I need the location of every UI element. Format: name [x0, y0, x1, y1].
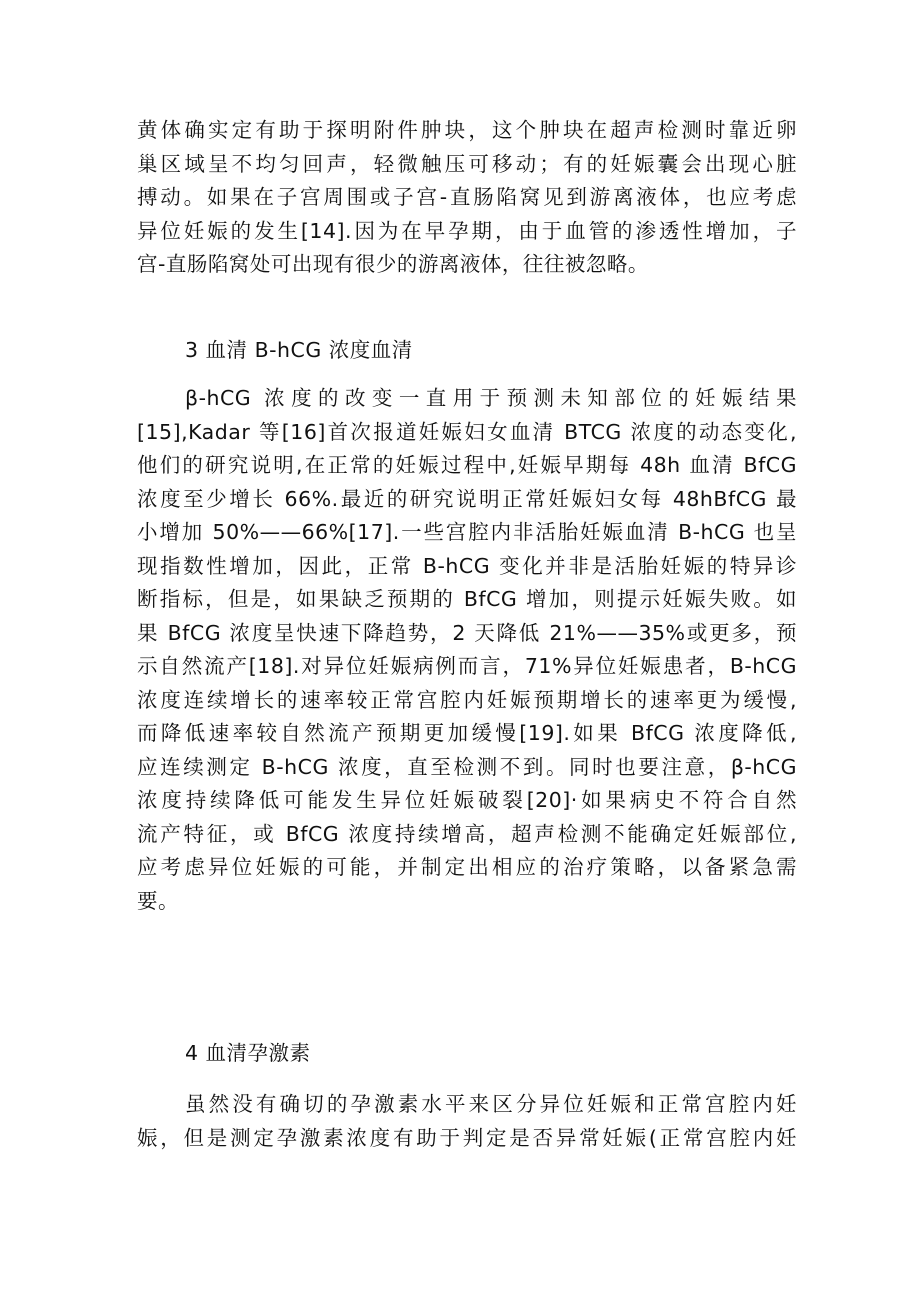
text-line: 黄体确实定有助于探明附件肿块，这个肿块在超声检测时靠近卵	[137, 118, 797, 142]
text-line: 断指标，但是，如果缺乏预期的 BfCG 增加，则提示妊娠失败。如	[137, 587, 797, 611]
text-line: 浓度至少增长 66%.最近的研究说明正常妊娠妇女每 48hBfCG 最	[137, 486, 797, 511]
text-line: 浓度持续降低可能发生异位妊娠破裂[20]·如果病史不符合自然	[137, 788, 797, 812]
section-4-heading: 4 血清孕激素	[185, 1041, 311, 1065]
text-line: 搏动。如果在子宫周围或子宫-直肠陷窝见到游离液体，也应考虑	[137, 185, 797, 209]
paragraph-1	[137, 114, 797, 282]
section-4-paragraph	[137, 1088, 797, 1155]
text-line: 小增加 50%——66%[17].一些宫腔内非活胎妊娠血清 B-hCG 也呈	[137, 520, 797, 544]
text-line: 浓度连续增长的速率较正常宫腔内妊娠预期增长的速率更为缓慢,	[137, 687, 797, 712]
text-line: 巢区域呈不均匀回声，轻微触压可移动；有的妊娠囊会出现心脏	[137, 151, 797, 176]
text-line: 应连续测定 B-hCG 浓度，直至检测不到。同时也要注意，β-hCG	[137, 754, 797, 779]
text-line: 虽然没有确切的孕激素水平来区分异位妊娠和正常宫腔内妊	[185, 1092, 797, 1116]
text-line: 异位妊娠的发生[14].因为在早孕期，由于血管的渗透性增加，子	[137, 218, 797, 243]
text-line: 他们的研究说明,在正常的妊娠过程中,妊娠早期每 48h 血清 BfCG	[137, 453, 797, 477]
text-line: 流产特征，或 BfCG 浓度持续增高，超声检测不能确定妊娠部位,	[137, 821, 797, 846]
text-line: 要。	[137, 888, 179, 913]
section-3-heading: 3 血清 B-hCG 浓度血清	[185, 338, 413, 362]
text-line: 娠，但是测定孕激素浓度有助于判定是否异常妊娠(正常宫腔内妊	[137, 1125, 797, 1150]
text-line: β-hCG 浓度的改变一直用于预测未知部位的妊娠结果	[185, 386, 797, 410]
text-line: 现指数性增加，因此，正常 B-hCG 变化并非是活胎妊娠的特异诊	[137, 553, 797, 578]
section-3-paragraph	[137, 382, 797, 918]
text-line: [15],Kadar 等[16]首次报道妊娠妇女血清 BTCG 浓度的动态变化,	[137, 419, 797, 444]
text-line: 宫-直肠陷窝处可出现有很少的游离液体，往往被忽略。	[137, 252, 649, 276]
text-line: 而降低速率较自然流产预期更加缓慢[19].如果 BfCG 浓度降低,	[137, 721, 797, 745]
text-line: 示自然流产[18].对异位妊娠病例而言，71%异位妊娠患者，B-hCG	[137, 654, 797, 678]
text-line: 果 BfCG 浓度呈快速下降趋势，2 天降低 21%——35%或更多，预	[137, 620, 797, 645]
text-line: 应考虑异位妊娠的可能，并制定出相应的治疗策略，以备紧急需	[137, 855, 797, 879]
